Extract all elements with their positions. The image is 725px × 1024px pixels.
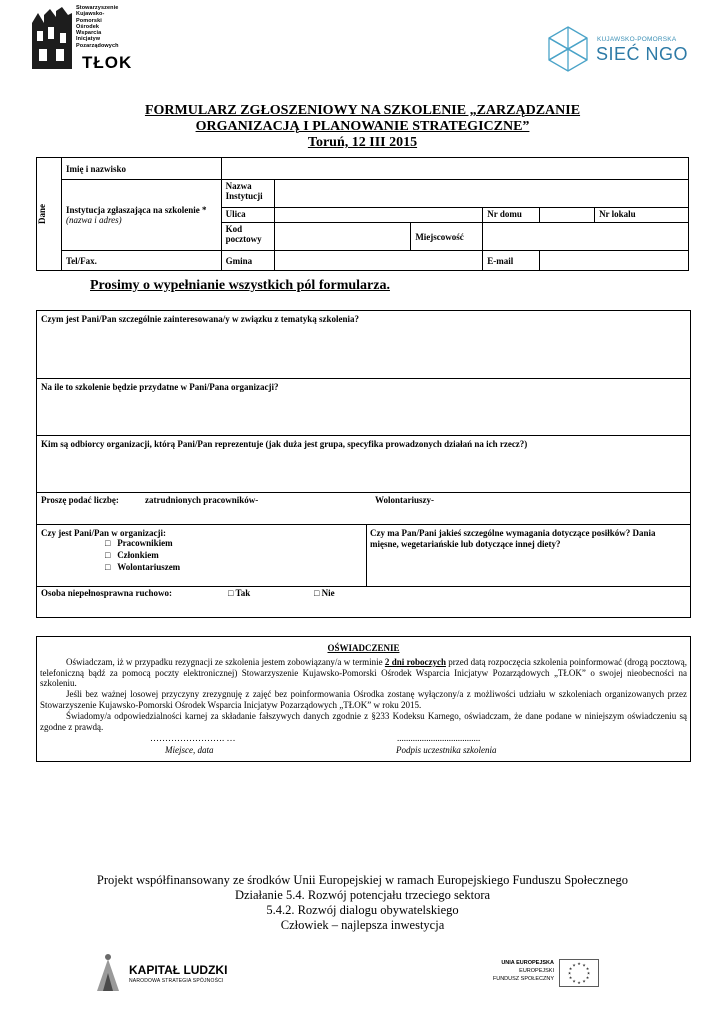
tlok-line: Wsparcia [76,30,102,37]
svg-text:★: ★ [572,978,576,984]
tlok-line: Ośrodek [76,23,100,30]
count-label: Proszę podać liczbę: [41,495,119,505]
food-question: Czy ma Pan/Pani jakieś szczególne wymagania dotyczące posiłków? Dania mięsne, wegetariańskie lub dotyczące innej diety? [370,528,656,549]
tlok-line: Pomorski [76,17,102,24]
svg-text:★: ★ [577,980,581,985]
signature-label: Podpis uczestnika szkolenia [396,745,497,755]
postcode-label: Kod pocztowy [221,223,274,251]
footer-line-1: Projekt współfinansowany ze środków Unii Europejskiej w ramach Europejskiego Funduszu Społecznego [96,873,629,887]
svg-text:★: ★ [585,975,590,980]
checkbox-icon: □ [105,550,111,560]
svg-text:★: ★ [568,966,573,971]
siec-big-text: SIEĆ NGO [596,44,689,64]
street-label: Ulica [221,208,274,223]
network-icon [543,24,593,74]
email-label: E-mail [483,251,540,271]
title-line-3: Toruń, 12 III 2015 [307,135,418,150]
institution-cell [61,180,221,251]
commune-field[interactable] [274,251,483,271]
footer-line-2: Działanie 5.4. Rozwój potencjału trzeciego sektora [234,888,491,902]
disabled-yes-option[interactable]: □ Tak [228,588,251,598]
questions-box [36,310,691,618]
fill-all-fields-note: Prosimy o wypełnianie wszystkich pól formularza. [90,278,390,293]
tlok-line: Kujawsko- [76,11,105,18]
declaration-paragraph-3: Świadomy/a odpowiedzialności karnej za składanie fałszywych danych zgodnie z §233 Kodeksu Karnego, oświadczam, że dane podane w niniejszym oświadczeniu są zgodne z prawdą. [40,711,687,732]
declaration-paragraph-2: Jeśli bez ważnej losowej przyczyny zrezygnuję z zajęć bez poinformowania Ośrodka zostanę wyłączony/a z możliwości udziału w szkoleniach organizowanych przez Stowarzyszenie Kujawsko-Pomorski Ośrodek Wsparcia Inicjatyw Pozarządowych „TŁOK” w roku 2015. [40,689,687,710]
declaration-box [36,636,691,762]
name-field[interactable] [221,158,688,180]
kapital-subtitle: NARODOWA STRATEGIA SPÓJNOŚCI [129,978,224,984]
svg-text:★: ★ [567,970,572,976]
title-line-2: ORGANIZACJĄ I PLANOWANIE STRATEGICZNE” [195,119,530,134]
project-footer [0,873,725,933]
role-option-member[interactable]: □ Członkiem [105,550,159,560]
institution-label: Instytucja zgłaszająca na szkolenie * [65,205,207,215]
house-number-label: Nr domu [483,208,540,223]
siec-ngo-logo [543,22,693,78]
kapital-title: KAPITAŁ LUDZKI [129,963,228,977]
kapital-ludzki-icon [95,953,121,993]
svg-text:★: ★ [585,966,590,971]
role-option-employee[interactable]: □ Pracownikiem [105,538,173,548]
dane-side-label: Dane [37,204,47,224]
footer-line-4: Człowiek – najlepsza inwestycja [280,918,445,932]
place-date-label: Miejsce, data [165,745,214,755]
commune-label: Gmina [221,251,274,271]
svg-text:★: ★ [582,978,586,984]
footer-line-3: 5.4.2. Rozwój dialogu obywatelskiego [266,903,459,917]
eu-flag-icon [559,959,599,987]
house-number-field[interactable] [540,208,595,223]
ue-line-1: UNIA EUROPEJSKA [501,960,554,966]
svg-text:★: ★ [572,962,576,968]
title-line-1: FORMULARZ ZGŁOSZENIOWY NA SZKOLENIE „ZARZĄDZANIE [144,103,581,118]
checkbox-icon: □ [105,562,111,572]
role-question: Czy jest Pani/Pan w organizacji: [41,528,166,538]
role-option-volunteer[interactable]: □ Wolontariuszem [105,562,181,572]
name-label: Imię i nazwisko [61,158,221,180]
city-field[interactable] [483,223,689,251]
question-recipients: Kim są odbiorcy organizacji, którą Pani/Pan reprezentuje (jak duża jest grupa, specyfika prowadzonych działań na ich rzecz?) [41,439,528,449]
place-date-dots: ……………………. … [150,733,236,743]
form-title [0,103,725,151]
kapital-ludzki-logo [95,951,245,995]
flat-number-label: Nr lokalu [595,208,689,223]
svg-text:★: ★ [586,970,591,976]
svg-text:★: ★ [577,961,581,966]
svg-text:★: ★ [582,962,586,968]
disabled-no-option[interactable]: □ Nie [314,588,335,598]
question-interests: Czym jest Pani/Pan szczególnie zainteresowana/y w związku z tematyką szkolenia? [41,314,360,324]
volunteers-label: Wolontariuszy- [375,495,435,505]
email-field[interactable] [540,251,689,271]
siec-small-text: KUJAWSKO-POMORSKA [597,36,677,43]
declaration-title: OŚWIADCZENIE [327,643,400,653]
signature-dots: ..................................... [397,733,481,743]
ue-efs-logo [480,957,600,989]
personal-data-table [36,157,689,271]
employees-label: zatrudnionych pracowników- [145,495,259,505]
tlok-name: TŁOK [82,53,133,72]
postcode-field[interactable] [274,223,411,251]
institution-name-label: Nazwa Instytucji [221,180,274,208]
street-field[interactable] [274,208,483,223]
disabled-label: Osoba niepełnosprawna ruchowo: [41,588,173,598]
institution-name-field[interactable] [274,180,688,208]
svg-text:★: ★ [568,975,573,980]
checkbox-icon: □ [105,538,111,548]
declaration-paragraph-1: Oświadczam, iż w przypadku rezygnacji ze szkolenia jestem zobowiązany/a w terminie 2 dni roboczych przed datą rozpoczęcia szkolenia poinformować (drogą pocztową, telefoniczną bądź za pomocą poczty elektronicznej) Stowarzyszenie Kujawsko-Pomorski Ośrodek Wsparcia Inicjatyw Pozarządowych „TŁOK” o swojej nieobecności na szkoleniu. [40,657,688,689]
institution-hint: (nazwa i adres) [65,215,122,225]
question-usefulness: Na ile to szkolenie będzie przydatne w Pani/Pana organizacji? [41,382,279,392]
tel-label: Tel/Fax. [61,251,221,271]
tlok-logo [30,5,148,73]
tlok-line: Pozarządowych [76,42,119,49]
tlok-line: Inicjatyw [76,36,101,43]
ue-line-3: FUNDUSZ SPOŁECZNY [492,976,554,982]
ue-line-2: EUROPEJSKI [519,968,554,974]
city-label: Miejscowość [411,223,483,251]
tlok-line: Stowarzyszenie [76,5,119,11]
